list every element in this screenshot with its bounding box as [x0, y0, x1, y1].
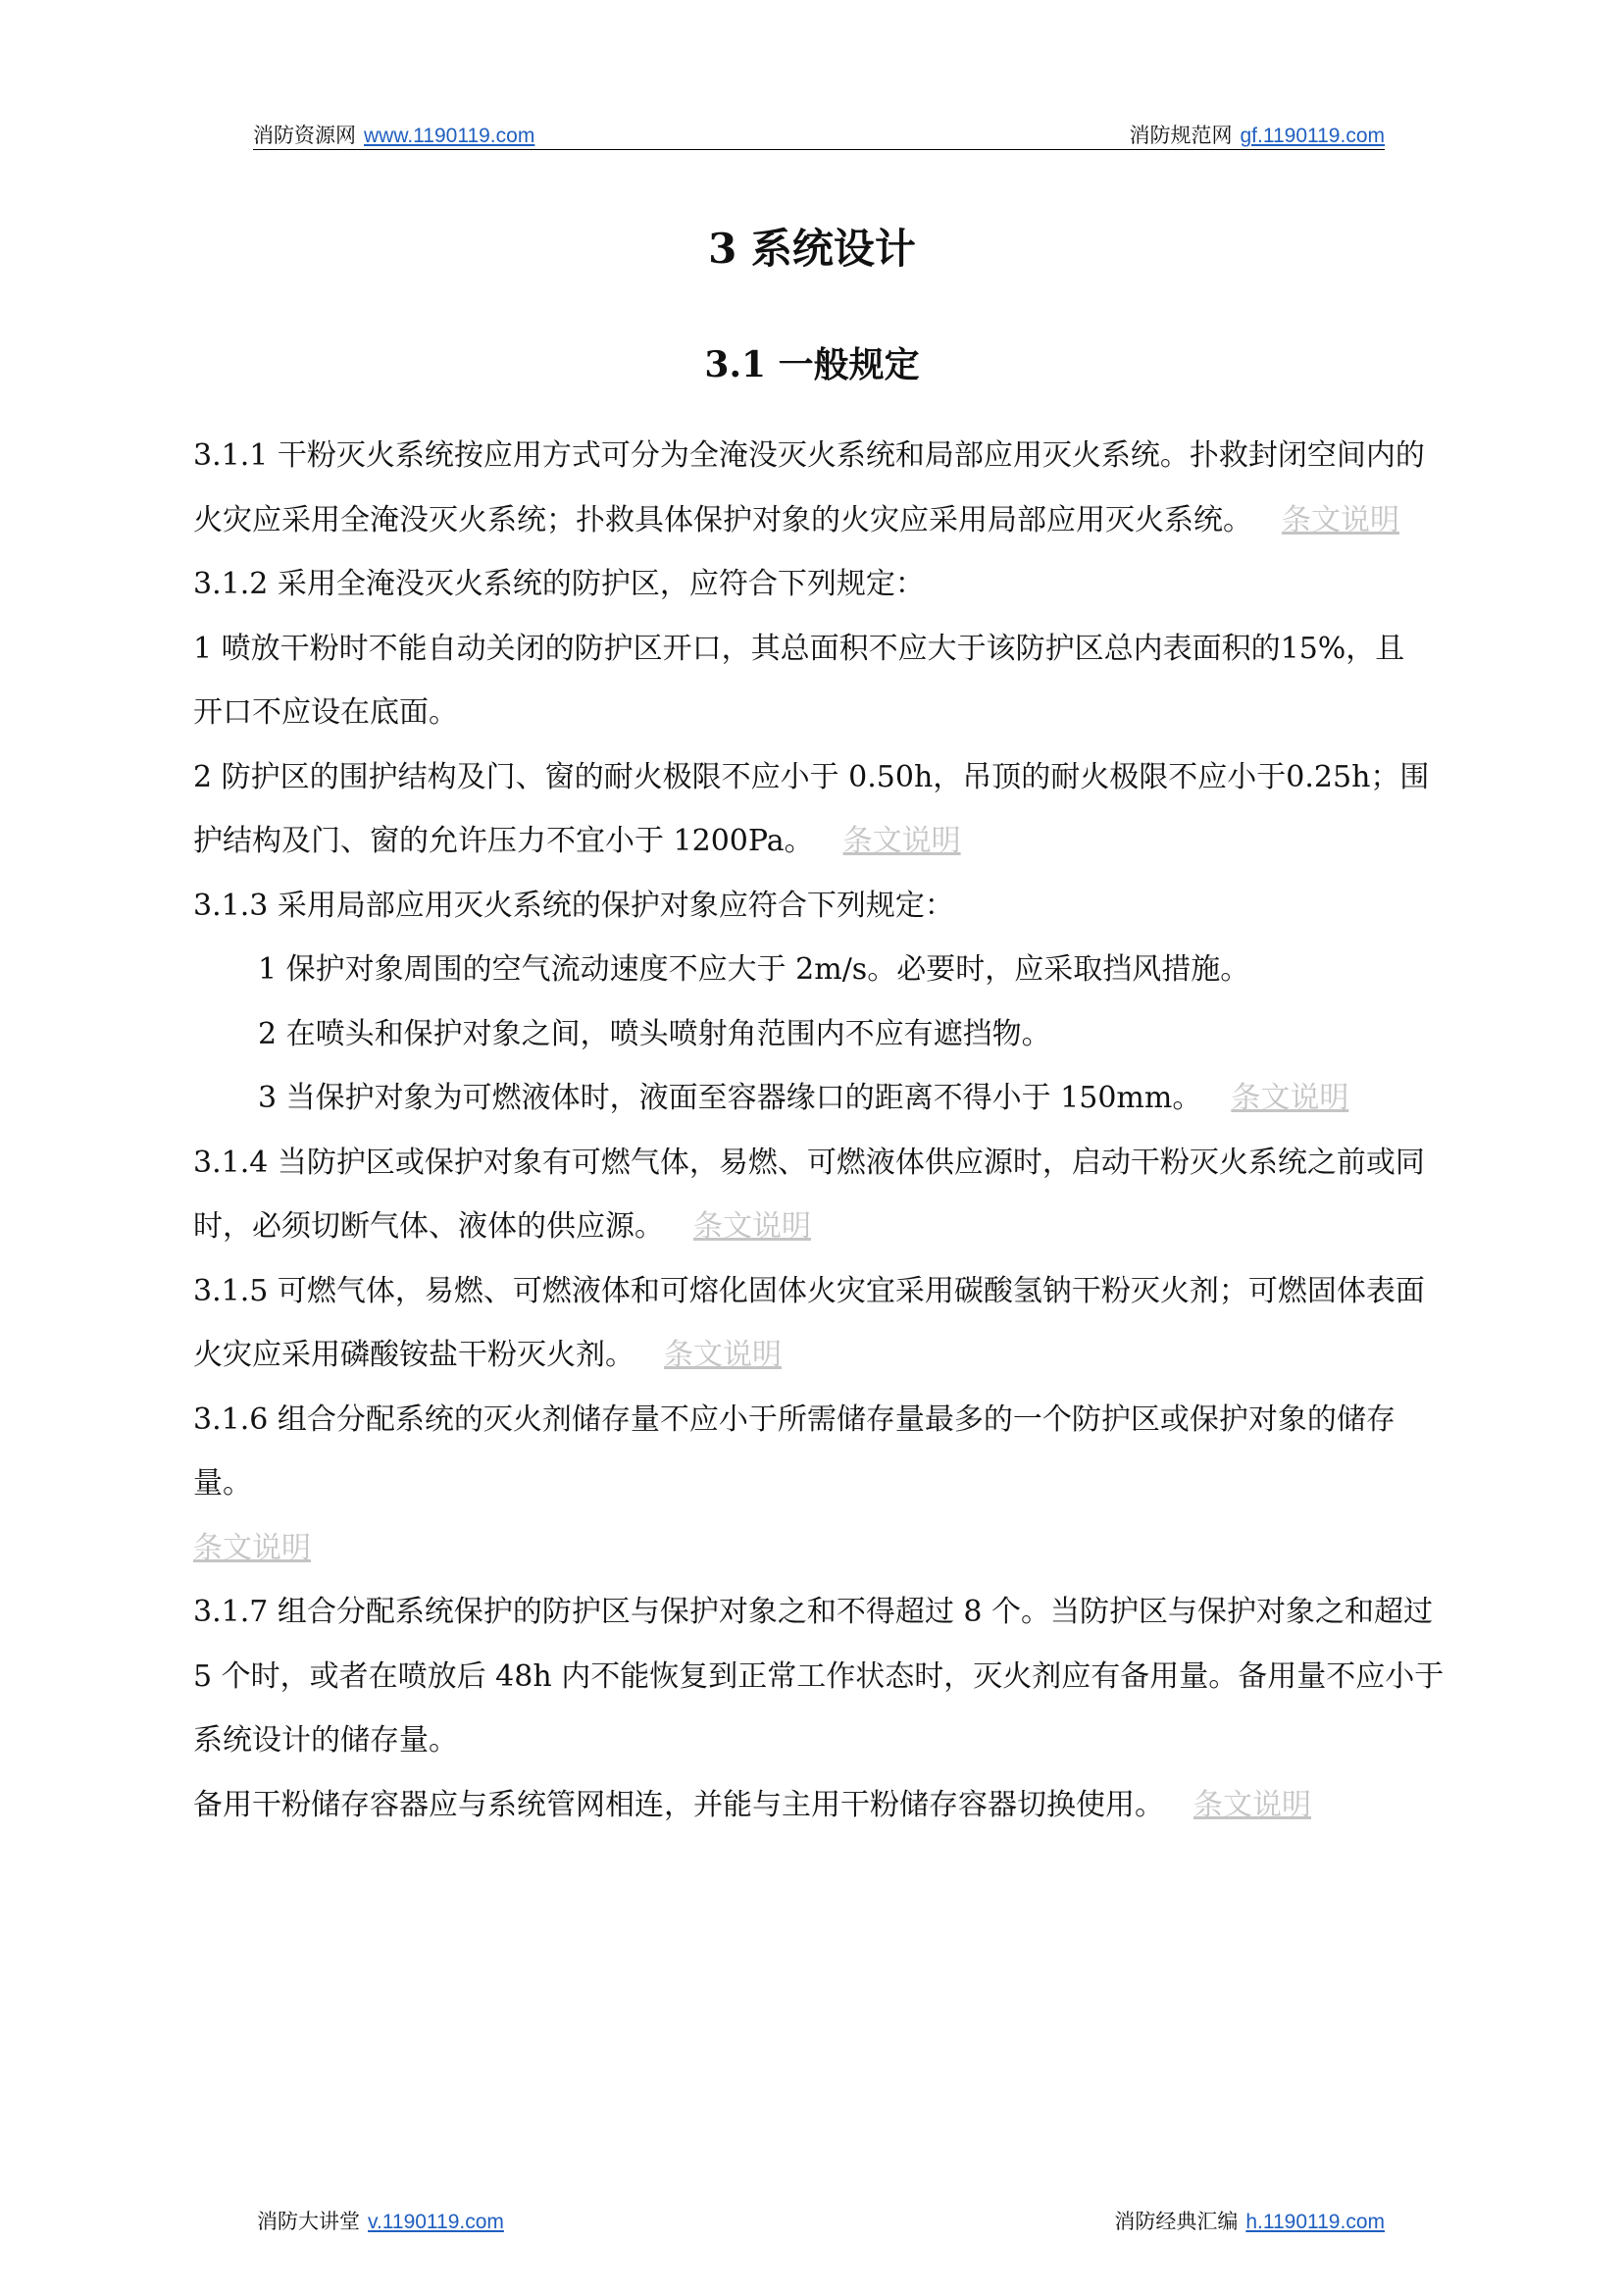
- footer-left-site-name: 消防大讲堂: [257, 2210, 360, 2233]
- footer-left-url-link[interactable]: v.1190119.com: [368, 2211, 504, 2233]
- clause-3-1-2-item-1: [193, 617, 1446, 682]
- footer-right: [1114, 2207, 1385, 2237]
- clause-text: 2 在喷头和保护对象之间，喷头喷射角范围内不应有遮挡物。: [258, 1016, 1051, 1051]
- clause-3-1-2: [193, 552, 1446, 617]
- header-right-site-name: 消防规范网: [1129, 124, 1233, 147]
- clause-3-1-3: [193, 874, 1446, 939]
- clause-text: 3.1.5 可燃气体，易燃、可燃液体和可熔化固体火灾宜采用碳酸氢钠干粉灭火剂；可燃固体表面火灾应采用磷酸铵盐干粉灭火剂。: [193, 1273, 1425, 1372]
- explanation-link[interactable]: 条文说明: [842, 824, 961, 858]
- clause-text: 3.1.7 组合分配系统保护的防护区与保护对象之和不得超过 8 个。当防护区与保护对象之和超过 5 个时，或者在喷放后 48h 内不能恢复到正常工作状态时，灭火剂应有备用量。备用量不应小于系统设计的储存量。: [193, 1595, 1445, 1758]
- explanation-link[interactable]: 条文说明: [693, 1209, 811, 1244]
- section-title: 3.1 一般规定: [704, 344, 920, 385]
- header-right-url-link[interactable]: gf.1190119.com: [1240, 125, 1385, 147]
- clause-text: 1 保护对象周围的空气流动速度不应大于 2m/s。必要时，应采取挡风措施。: [258, 952, 1250, 987]
- explanation-link[interactable]: 条文说明: [193, 1530, 311, 1565]
- page-footer: [257, 2207, 1385, 2236]
- clause-text: 3 当保护对象为可燃液体时，液面至容器缘口的距离不得小于 150mm。: [258, 1081, 1202, 1115]
- clause-3-1-4: [193, 1131, 1446, 1259]
- clause-text: 2 防护区的围护结构及门、窗的耐火极限不应小于 0.50h，吊顶的耐火极限不应小于0.25h；围护结构及门、窗的允许压力不宜小于 1200Pa。: [193, 759, 1430, 858]
- clause-text: 备用干粉储存容器应与系统管网相连，并能与主用干粉储存容器切换使用。: [193, 1787, 1164, 1822]
- clause-3-1-7-cont: [193, 1773, 1446, 1838]
- header-left: [253, 122, 534, 150]
- header-right: [1130, 122, 1386, 150]
- clause-text: 3.1.4 当防护区或保护对象有可燃气体，易燃、可燃液体供应源时，启动干粉灭火系统之前或同时，必须切断气体、液体的供应源。: [193, 1145, 1425, 1244]
- clause-3-1-3-item-2: [193, 1002, 1446, 1067]
- explanation-link[interactable]: 条文说明: [1193, 1787, 1311, 1822]
- clause-3-1-2-item-1-cont: [193, 681, 1446, 745]
- clause-3-1-6: [193, 1388, 1446, 1516]
- explanation-link[interactable]: 条文说明: [664, 1338, 782, 1372]
- footer-right-site-name: 消防经典汇编: [1114, 2210, 1239, 2233]
- explanation-link[interactable]: 条文说明: [1231, 1081, 1349, 1115]
- clause-3-1-3-item-3: [193, 1066, 1446, 1131]
- page-header: [253, 122, 1385, 150]
- header-left-site-name: 消防资源网: [253, 124, 356, 147]
- clause-3-1-6-explanation: [193, 1516, 1446, 1581]
- clause-text: 1 喷放干粉时不能自动关闭的防护区开口，其总面积不应大于该防护区总内表面积的15%，且: [193, 631, 1405, 666]
- clause-3-1-3-item-1: [193, 938, 1446, 1002]
- clause-3-1-1: [193, 424, 1446, 552]
- clause-3-1-7: [193, 1580, 1446, 1773]
- clause-text: 3.1.1 干粉灭火系统按应用方式可分为全淹没灭火系统和局部应用灭火系统。扑救封闭空间内的火灾应采用全淹没灭火系统；扑救具体保护对象的火灾应采用局部应用灭火系统。: [193, 438, 1425, 537]
- explanation-link[interactable]: 条文说明: [1282, 502, 1399, 537]
- footer-right-url-link[interactable]: h.1190119.com: [1245, 2211, 1385, 2233]
- clause-text: 3.1.6 组合分配系统的灭火剂储存量不应小于所需储存量最多的一个防护区或保护对象的储存量。: [193, 1402, 1396, 1501]
- clause-text: 3.1.2 采用全淹没灭火系统的防护区，应符合下列规定：: [193, 567, 925, 601]
- header-left-url-link[interactable]: www.1190119.com: [364, 125, 535, 147]
- clause-3-1-2-item-2: [193, 745, 1446, 874]
- clause-3-1-5: [193, 1259, 1446, 1388]
- clause-text: 开口不应设在底面。: [193, 695, 458, 730]
- chapter-title: 3 系统设计: [708, 225, 916, 273]
- document-body: [193, 424, 1446, 1837]
- footer-left: [257, 2207, 504, 2237]
- clause-text: 3.1.3 采用局部应用灭火系统的保护对象应符合下列规定：: [193, 888, 954, 923]
